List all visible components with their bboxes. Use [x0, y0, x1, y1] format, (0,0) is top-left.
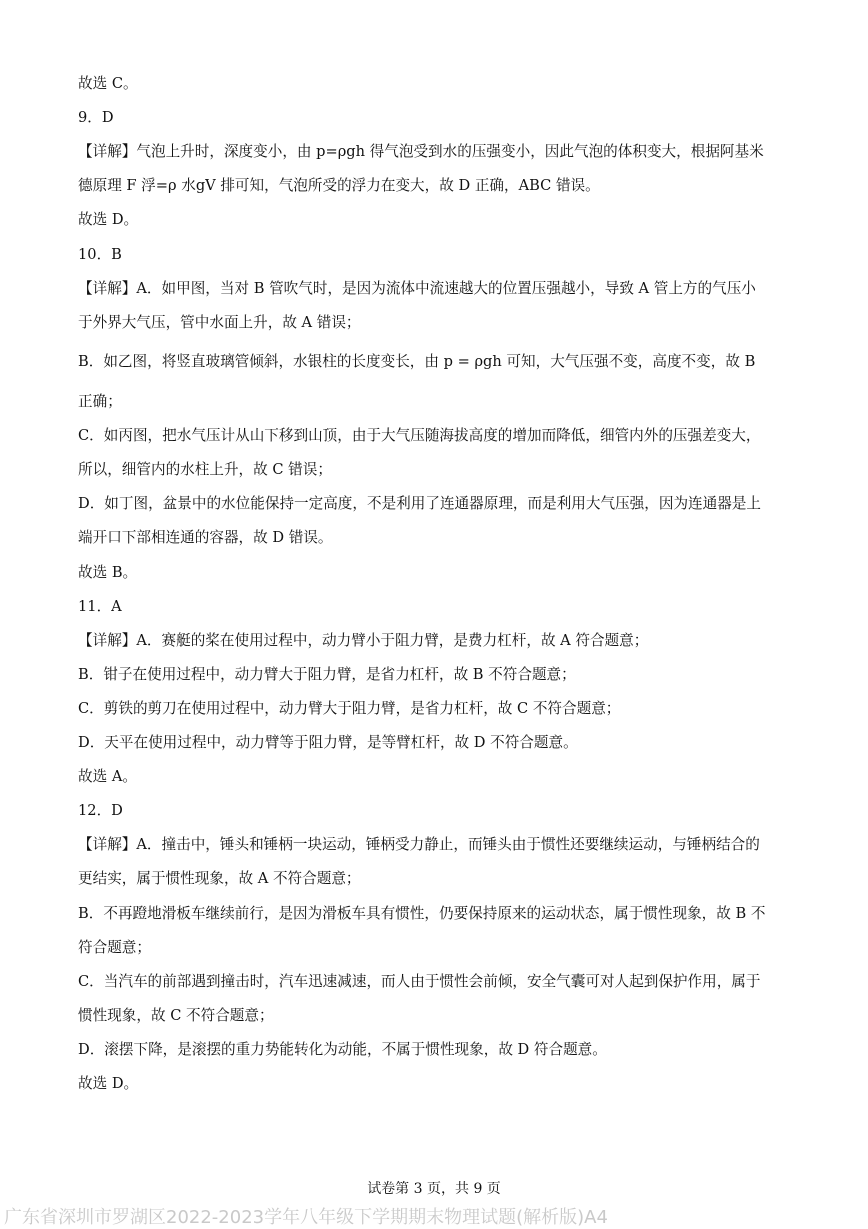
text-line: 所以，细管内的水柱上升，故 C 错误；	[78, 461, 332, 478]
text-line: 故选 B。	[78, 564, 138, 581]
text-line: 【详解】A．撞击中，锤头和锤柄一块运动，锤柄受力静止，而锤头由于惯性还要继续运动，与锤柄结合的	[78, 836, 760, 853]
text-line: C．剪铁的剪刀在使用过程中，动力臂大于阻力臂，是省力杠杆，故 C 不符合题意；	[78, 700, 621, 717]
text-line: 【详解】A．如甲图，当对 B 管吹气时，是因为流体中流速越大的位置压强越小，导致 A 管上方的气压小	[78, 280, 756, 297]
answer-heading-11: 11．A	[78, 598, 122, 615]
answer-heading-10: 10．B	[78, 246, 122, 263]
text-line: 故选 A。	[78, 768, 137, 785]
answer-heading-9: 9．D	[78, 109, 114, 126]
text-line: 惯性现象，故 C 不符合题意；	[78, 1007, 274, 1024]
text-line: 故选 D。	[78, 211, 139, 228]
page-footer: 试卷第 3 页，共 9 页	[367, 1181, 501, 1197]
text-line: 符合题意；	[78, 939, 151, 956]
text-line: 【详解】气泡上升时，深度变小，由 p=ρgh 得气泡受到水的压强变小，因此气泡的体积变大，根据阿基米	[78, 143, 764, 160]
text-line: 正确；	[78, 393, 122, 410]
text-line: 更结实，属于惯性现象，故 A 不符合题意；	[78, 870, 361, 887]
text-line: D．滚摆下降，是滚摆的重力势能转化为动能，不属于惯性现象，故 D 符合题意。	[78, 1041, 607, 1058]
text-line: C．如丙图，把水气压计从山下移到山顶，由于大气压随海拔高度的增加而降低，细管内外的压强差变大，	[78, 427, 761, 444]
text-line: 故选 C。	[78, 75, 138, 92]
text-line: D．天平在使用过程中，动力臂等于阻力臂，是等臂杠杆，故 D 不符合题意。	[78, 734, 578, 751]
answer-heading-12: 12．D	[78, 802, 123, 819]
text-line: 故选 D。	[78, 1075, 139, 1092]
text-line: 端开口下部相连通的容器，故 D 错误。	[78, 529, 333, 546]
text-line: B．钳子在使用过程中，动力臂大于阻力臂，是省力杠杆，故 B 不符合题意；	[78, 666, 576, 683]
text-line: 【详解】A．赛艇的桨在使用过程中，动力臂小于阻力臂，是费力杠杆，故 A 符合题意；	[78, 632, 649, 649]
text-line: 于外界大气压，管中水面上升，故 A 错误；	[78, 314, 361, 331]
text-line: C．当汽车的前部遇到撞击时，汽车迅速减速，而人由于惯性会前倾，安全气囊可对人起到保护作用，属于	[78, 973, 761, 990]
text-line: B．如乙图，将竖直玻璃管倾斜，水银柱的长度变长，由 p = ρgh 可知，大气压强不变，高度不变，故 B	[78, 353, 756, 370]
text-line: 德原理 F 浮=ρ 水gV 排可知，气泡所受的浮力在变大，故 D 正确，ABC 错误。	[78, 177, 600, 194]
text-line: B．不再蹬地滑板车继续前行，是因为滑板车具有惯性，仍要保持原来的运动状态，属于惯性现象，故 B 不	[78, 905, 766, 922]
text-line: D．如丁图，盆景中的水位能保持一定高度，不是利用了连通器原理，而是利用大气压强，因为连通器是上	[78, 495, 762, 512]
watermark: 广东省深圳市罗湖区2022-2023学年八年级下学期期末物理试题(解析版)A4	[4, 1207, 608, 1228]
